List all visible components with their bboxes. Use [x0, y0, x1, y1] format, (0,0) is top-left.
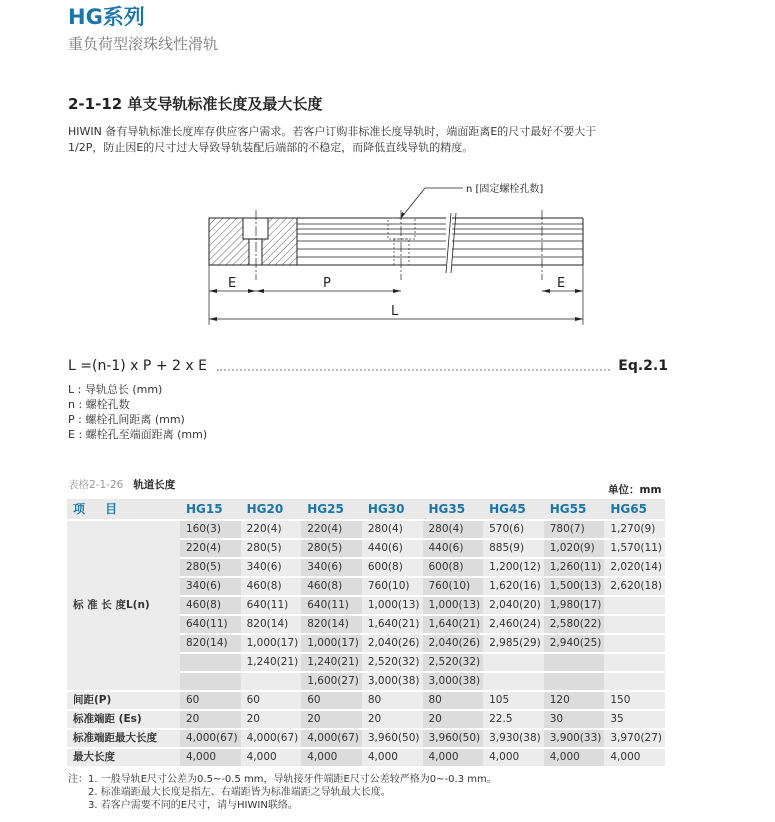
- table-cell: 2,040(20): [483, 597, 544, 614]
- table-cell: 440(6): [362, 540, 423, 557]
- table-header-row: [67, 499, 665, 519]
- variable-legend: [68, 382, 207, 442]
- table-cell: 1,620(16): [483, 578, 544, 595]
- table-row: [67, 730, 665, 747]
- table-cell: 640(11): [241, 597, 302, 614]
- table-cell: 160(3): [180, 521, 241, 538]
- intro-line: HIWIN 备有导轨标准长度库存供应客户需求。若客户订购非标准长度导轨时，端面距离E的尺寸最好不要大于: [68, 125, 597, 138]
- table-cell: 60: [301, 692, 362, 709]
- table-cell: [604, 654, 665, 671]
- table-cell: [180, 673, 241, 690]
- table-cell: 20: [423, 711, 484, 728]
- table-cell: 760(10): [362, 578, 423, 595]
- intro-line: 1/2P，防止因E的尺寸过大导致导轨装配后端部的不稳定，而降低直线导轨的精度。: [68, 141, 474, 154]
- table-cell: 885(9): [483, 540, 544, 557]
- table-cell: 2,940(25): [544, 635, 605, 652]
- label-E-right: E: [557, 276, 566, 291]
- table-cell: 1,020(9): [544, 540, 605, 557]
- legend-item: E : 螺栓孔至端面距离 (mm): [68, 428, 208, 441]
- dotted-leader: [217, 369, 610, 371]
- table-cell: 120: [544, 692, 605, 709]
- table-cell: 4,000(67): [241, 730, 302, 747]
- table-cell: 1,000(17): [301, 635, 362, 652]
- table-cell: 1,570(11): [604, 540, 665, 557]
- table-cell: 280(4): [362, 521, 423, 538]
- table-cell: 3,960(50): [362, 730, 423, 747]
- table-caption: [68, 478, 175, 492]
- dimension-E-left: [209, 276, 256, 293]
- table-row: [67, 749, 665, 766]
- formula-expression: L =(n-1) x P + 2 x E: [68, 358, 207, 374]
- table-cell: 1,260(11): [544, 559, 605, 576]
- dimension-P: [256, 276, 401, 293]
- legend-item: P : 螺栓孔间距离 (mm): [68, 413, 185, 426]
- label-L: L: [391, 304, 399, 319]
- dimension-E-right: [542, 276, 583, 293]
- table-cell: 3,970(27): [604, 730, 665, 747]
- table-cell: 20: [362, 711, 423, 728]
- rail-diagram: [195, 175, 595, 325]
- row-label: 标准端距最大长度: [67, 730, 180, 747]
- legend-item: n : 螺栓孔数: [68, 398, 130, 411]
- table-cell: [180, 654, 241, 671]
- table-cell: 2,580(22): [544, 616, 605, 633]
- table-cell: 280(5): [180, 559, 241, 576]
- note-item: 3. 若客户需要不同的E尺寸，请与HIWIN联络。: [88, 800, 298, 811]
- table-cell: 4,000: [180, 749, 241, 766]
- table-cell: 600(8): [423, 559, 484, 576]
- table-cell: 20: [180, 711, 241, 728]
- table-title: 轨道长度: [133, 479, 176, 491]
- table-cell: [483, 673, 544, 690]
- table-cell: 4,000: [483, 749, 544, 766]
- table-cell: 20: [241, 711, 302, 728]
- table-cell: 280(5): [241, 540, 302, 557]
- table-cell: 280(5): [301, 540, 362, 557]
- table-cell: 780(7): [544, 521, 605, 538]
- table-cell: [604, 635, 665, 652]
- table-cell: 4,000(67): [301, 730, 362, 747]
- table-cell: 1,640(21): [423, 616, 484, 633]
- label-P: P: [323, 276, 331, 291]
- table-cell: 30: [544, 711, 605, 728]
- intro-paragraph: [68, 124, 698, 156]
- table-cell: 570(6): [483, 521, 544, 538]
- table-cell: 340(6): [180, 578, 241, 595]
- table-cell: 820(14): [301, 616, 362, 633]
- rail-length-table: [67, 497, 665, 768]
- table-cell: 4,000(67): [180, 730, 241, 747]
- table-cell: 3,960(50): [423, 730, 484, 747]
- table-cell: 2,620(18): [604, 578, 665, 595]
- row-label: 标准端距 (Es): [67, 711, 180, 728]
- table-cell: 220(4): [180, 540, 241, 557]
- header-item: 项 目: [67, 499, 180, 519]
- table-cell: 3,000(38): [423, 673, 484, 690]
- table-cell: 1,200(12): [483, 559, 544, 576]
- table-cell: 1,000(17): [241, 635, 302, 652]
- legend-item: L : 导轨总长 (mm): [68, 383, 163, 396]
- table-cell: 340(6): [301, 559, 362, 576]
- table-cell: 820(14): [241, 616, 302, 633]
- header-model: HG65: [604, 499, 665, 519]
- table-cell: 60: [241, 692, 302, 709]
- note-item: 2. 标准端距最大长度是指左、右端距皆为标准端距之导轨最大长度。: [88, 787, 391, 798]
- table-cell: 22.5: [483, 711, 544, 728]
- label-E-left: E: [228, 276, 237, 291]
- header-model: HG45: [483, 499, 544, 519]
- table-cell: 4,000: [604, 749, 665, 766]
- header-model: HG35: [423, 499, 484, 519]
- table-cell: 460(8): [241, 578, 302, 595]
- table-cell: 640(11): [180, 616, 241, 633]
- equation-label: Eq.2.1: [618, 358, 668, 374]
- callout-leader: [401, 188, 463, 218]
- callout-label: n [固定螺栓孔数]: [466, 184, 544, 195]
- header-model: HG20: [241, 499, 302, 519]
- row-label: 最大长度: [67, 749, 180, 766]
- table-cell: 150: [604, 692, 665, 709]
- unit-label: 单位：mm: [608, 484, 662, 496]
- table-cell: 3,000(38): [362, 673, 423, 690]
- table-cell: 600(8): [362, 559, 423, 576]
- header-model: HG55: [544, 499, 605, 519]
- table-cell: 2,985(29): [483, 635, 544, 652]
- notes: [68, 773, 497, 812]
- table-cell: 4,000: [241, 749, 302, 766]
- table-cell: 1,640(21): [362, 616, 423, 633]
- table-cell: 1,000(13): [362, 597, 423, 614]
- table-cell: 80: [423, 692, 484, 709]
- table-cell: [604, 616, 665, 633]
- table-cell: 2,520(32): [423, 654, 484, 671]
- table-cell: 35: [604, 711, 665, 728]
- rail-body: [209, 213, 583, 273]
- table-cell: 640(11): [301, 597, 362, 614]
- table-cell: 340(6): [241, 559, 302, 576]
- table-cell: 80: [362, 692, 423, 709]
- header-model: HG15: [180, 499, 241, 519]
- table-cell: 2,020(14): [604, 559, 665, 576]
- table-cell: [483, 654, 544, 671]
- table-cell: 2,040(26): [362, 635, 423, 652]
- table-cell: [544, 654, 605, 671]
- formula-line: [68, 354, 668, 376]
- table-cell: 460(8): [180, 597, 241, 614]
- table-cell: 20: [301, 711, 362, 728]
- table-cell: 1,240(21): [301, 654, 362, 671]
- table-row: [67, 521, 665, 538]
- table-cell: [241, 673, 302, 690]
- table-cell: 4,000: [362, 749, 423, 766]
- table-cell: 4,000: [301, 749, 362, 766]
- header-model: HG30: [362, 499, 423, 519]
- table-cell: 60: [180, 692, 241, 709]
- header-model: HG25: [301, 499, 362, 519]
- table-cell: 3,930(38): [483, 730, 544, 747]
- table-cell: 760(10): [423, 578, 484, 595]
- table-cell: 1,500(13): [544, 578, 605, 595]
- table-cell: 4,000: [544, 749, 605, 766]
- table-cell: 220(4): [241, 521, 302, 538]
- table-cell: 440(6): [423, 540, 484, 557]
- table-cell: 1,600(27): [301, 673, 362, 690]
- table-cell: 3,900(33): [544, 730, 605, 747]
- table-cell: 460(8): [301, 578, 362, 595]
- table-cell: 2,520(32): [362, 654, 423, 671]
- table-row: [67, 692, 665, 709]
- table-cell: 1,000(13): [423, 597, 484, 614]
- table-cell: 220(4): [301, 521, 362, 538]
- section-title: 2-1-12 单支导轨标准长度及最大长度: [68, 95, 323, 113]
- row-label-std-length: 标 准 长 度L(n): [67, 521, 180, 690]
- table-number: 表格2-1-26: [68, 479, 124, 491]
- series-subtitle: 重负荷型滚珠线性滑轨: [68, 35, 219, 53]
- note-item: 注：1. 一般导轨E尺寸公差为0.5~-0.5 mm，导轨接牙件端距E尺寸公差较严格为0~-0.3 mm。: [68, 774, 497, 785]
- table-cell: 2,040(26): [423, 635, 484, 652]
- table-cell: 820(14): [180, 635, 241, 652]
- table-row: [67, 711, 665, 728]
- table-cell: 2,460(24): [483, 616, 544, 633]
- table-cell: 280(4): [423, 521, 484, 538]
- table-cell: 1,270(9): [604, 521, 665, 538]
- row-label: 间距(P): [67, 692, 180, 709]
- table-cell: 1,980(17): [544, 597, 605, 614]
- table-cell: [544, 673, 605, 690]
- table-cell: 4,000: [423, 749, 484, 766]
- table-cell: [604, 673, 665, 690]
- dimension-L: [209, 304, 583, 321]
- table-cell: 105: [483, 692, 544, 709]
- series-title: HG系列: [68, 5, 145, 29]
- table-cell: 1,240(21): [241, 654, 302, 671]
- table-cell: [604, 597, 665, 614]
